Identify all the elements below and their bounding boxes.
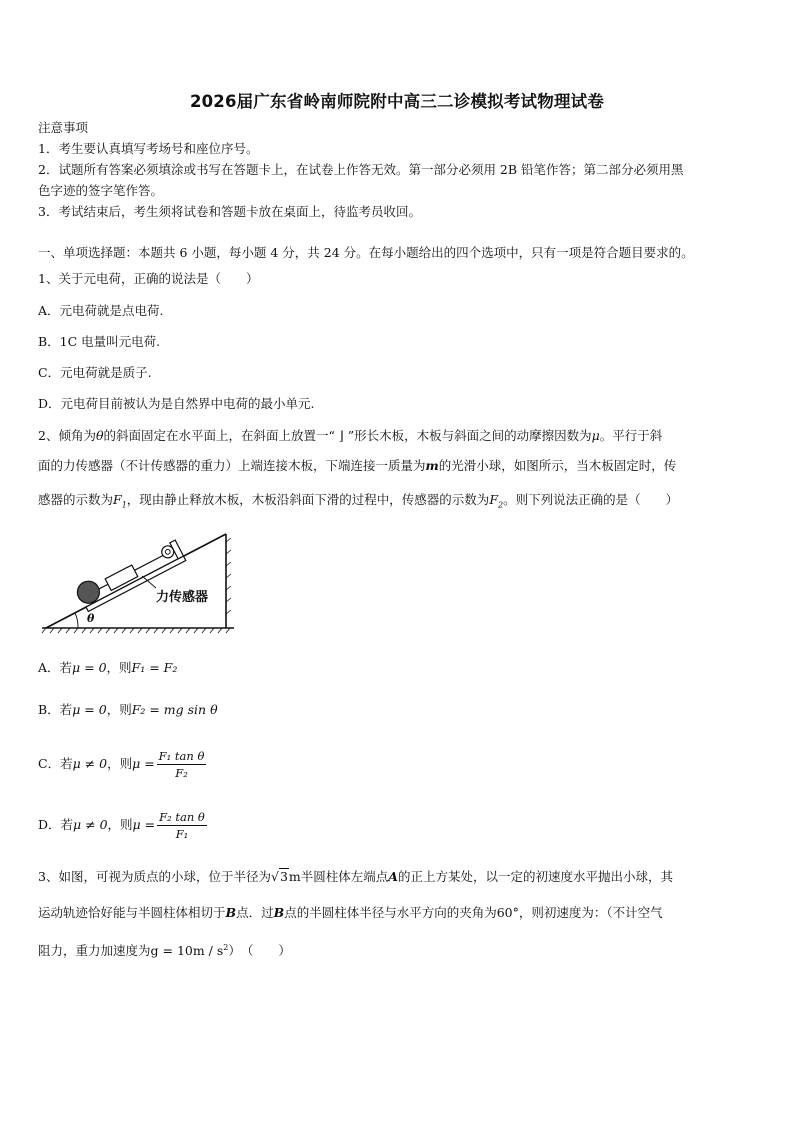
notice-item-3: 3．考试结束后，考生须将试卷和答题卡放在桌面上，待监考员收回。 xyxy=(38,204,421,219)
q2-option-b: B．若μ = 0，则F₂ = mg sin θ xyxy=(38,702,218,717)
notice-heading: 注意事项 xyxy=(38,120,89,135)
notice-item-2: 2．试题所有答案必须填涂或书写在答题卡上，在试卷上作答无效。第一部分必须用 2B 铅笔作答；第二部分必须用黑 xyxy=(38,162,684,177)
sensor-label: 力传感器 xyxy=(156,590,209,605)
q1-option-a: A．元电荷就是点电荷. xyxy=(38,303,164,318)
incline-figure xyxy=(38,528,238,640)
q3-line-2: 运动轨迹恰好能与半圆柱体相切于B点．过B点的半圆柱体半径与水平方向的夹角为60°，则初速度为：（不计空气 xyxy=(38,905,663,920)
q2-option-a: A．若μ = 0，则F₁ = F₂ xyxy=(38,660,178,675)
fraction: $\frac{\text{F₂ tan θ}}{\text{F₁}}$ xyxy=(159,810,205,841)
fraction: $\frac{\text{F₁ tan θ}}{\text{F₂}}$ xyxy=(158,749,205,780)
q1-option-d: D．元电荷目前被认为是自然界中电荷的最小单元. xyxy=(38,396,315,411)
section-heading: 一、单项选择题：本题共 6 小题，每小题 4 分，共 24 分。在每小题给出的四个选项中，只有一项是符合题目要求的。 xyxy=(38,245,694,260)
q2-option-c: C．若μ ≠ 0，则μ = $\frac{\text{F₁ tan θ}}{\text{F₂}}$ xyxy=(38,749,205,780)
q1-option-c: C．元电荷就是质子. xyxy=(38,365,152,380)
angle-label: θ xyxy=(87,612,95,625)
q2-line-1: 2、倾角为θ的斜面固定在水平面上，在斜面上放置一“ ⌋ ”形长木板，木板与斜面之间的动摩擦因数为μ。平行于斜 xyxy=(38,428,663,443)
q3-line-3: 阻力，重力加速度为$g = 10m / s^2$） （ ） xyxy=(38,943,291,959)
q3-line-1: 3、如图，可视为质点的小球，位于半径为√3m半圆柱体左端点A的正上方某处，以一定的初速度水平抛出小球，其 xyxy=(38,869,673,884)
q2-option-d: D．若μ ≠ 0，则μ = $\frac{\text{F₂ tan θ}}{\text{F₁}}$ xyxy=(38,810,205,841)
notice-item-1: 1．考生要认真填写考场号和座位序号。 xyxy=(38,141,259,156)
page-title: 2026届广东省岭南师院附中高三二诊模拟考试物理试卷 xyxy=(189,92,605,111)
q2-line-3: 感器的示数为$F_1$，现由静止释放木板，木板沿斜面下滑的过程中，传感器的示数为$F_2$。则下列说法正确的是（ ） xyxy=(38,492,679,510)
q1-stem: 1、关于元电荷，正确的说法是（ ） xyxy=(38,271,259,286)
q2-line-2: 面的力传感器（不计传感器的重力）上端连接木板，下端连接一质量为m的光滑小球，如图所示，当木板固定时，传 xyxy=(38,458,677,473)
notice-item-2-cont: 色字迹的签字笔作答。 xyxy=(38,183,164,198)
q1-option-b: B．1C 电量叫元电荷. xyxy=(38,334,161,349)
